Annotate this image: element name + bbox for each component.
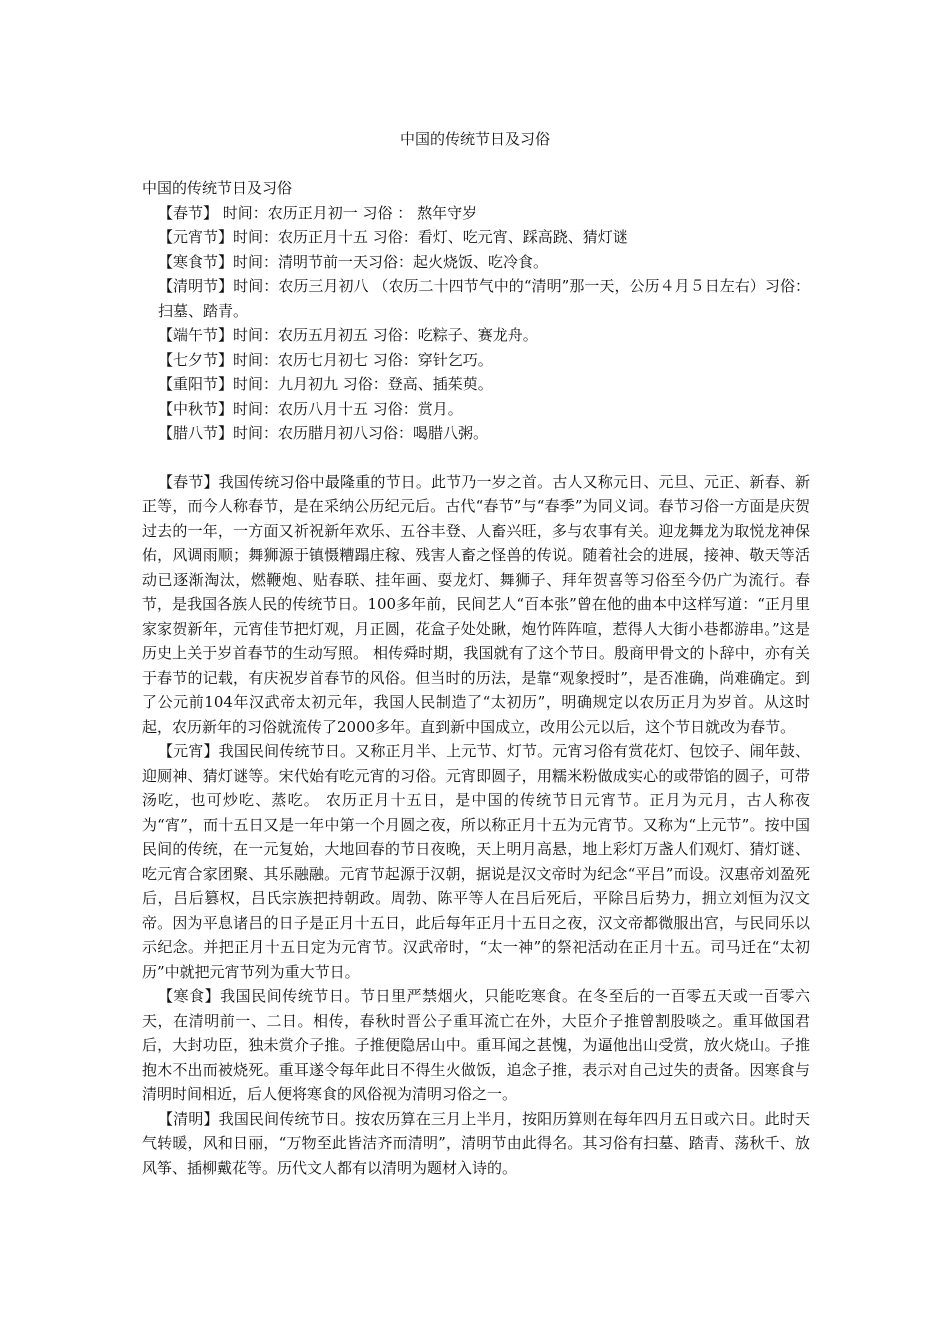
paragraph-lantern-festival: 【元宵】我国民间传统节日。又称正月半、上元节、灯节。元宵习俗有赏花灯、包饺子、闹年鼓、迎厕神、猜灯谜等。宋代始有吃元宵的习俗。元宵即圆子，用糯米粉做成实心的或带馅的圆子，可带汤吃，也可炒吃、蒸吃。 农历正月十五日，是中国的传统节日元宵节。正月为元月，古人称夜为“宵”，而十五日又是一年中第一个月圆之夜，所以称正月十五为元宵节。又称为“上元节”。按中国民间的传统，在一元复始，大地回春的节日夜晚，天上明月高悬，地上彩灯万盏人们观灯、猜灯谜、吃元宵合家团聚、其乐融融。元宵节起源于汉朝，据说是汉文帝时为纪念“平吕”而设。汉惠帝刘盈死后，吕后篡权，吕氏宗族把持朝政。周勃、陈平等人在吕后死后，平除吕后势力，拥立刘恒为汉文帝。因为平息诸吕的日子是正月十五日，此后每年正月十五日之夜，汉文帝都微服出宫，与民同乐以示纪念。并把正月十五日定为元宵节。汉武帝时，“太一神”的祭祀活动在正月十五。司马迁在“太初历”中就把元宵节列为重大节日。 xyxy=(142,742,810,981)
paragraph-qingming-festival: 【清明】我国民间传统节日。按农历算在三月上半月，按阳历算则在每年四月五日或六日。此时天气转暖，风和日丽，“万物至此皆洁齐而清明”，清明节由此得名。其习俗有扫墓、踏青、荡秋千、放风筝、插柳戴花等。历代文人都有以清明为题材入诗的。 xyxy=(142,1109,810,1177)
summary-item-dragon-boat-festival: 【端午节】时间：农历五月初五 习俗：吃粽子、赛龙舟。 xyxy=(158,326,538,344)
summary-item-lantern-festival: 【元宵节】时间：农历正月十五 习俗：看灯、吃元宵、踩高跷、猜灯谜 xyxy=(158,228,628,246)
document-title: 中国的传统节日及习俗 xyxy=(399,130,550,148)
document-body xyxy=(142,176,810,1180)
summary-item-qixi-festival: 【七夕节】时间：农历七月初七 习俗：穿针乞巧。 xyxy=(158,350,493,369)
paragraph-spring-festival: 【春节】我国传统习俗中最隆重的节日。此节乃一岁之首。古人又称元日、元旦、元正、新春、新正等，而今人称春节，是在采纳公历纪元后。古代“春节”与“春季”为同义词。春节习俗一方面是庆贺过去的一年，一方面又祈祝新年欢乐、五谷丰登、人畜兴旺，多与农事有关。迎龙舞龙为取悦龙神保佑，风调雨顺；舞狮源于镇慑糟蹋庄稼、残害人畜之怪兽的传说。随着社会的进展，接神、敬天等活动已逐渐淘汰，燃鞭炮、贴春联、挂年画、耍龙灯、舞狮子、拜年贺喜等习俗至今仍广为流行。春节，是我国各族人民的传统节日。100多年前，民间艺人“百本张”曾在他的曲本中这样写道：“正月里家家贺新年，元宵佳节把灯观，月正圆，花盒子处处瞅，炮竹阵阵喧，惹得人大街小巷都游串。”这是历史上关于岁首春节的生动写照。 相传舜时期，我国就有了这个节日。殷商甲骨文的卜辞中，亦有关于春节的记载，有庆祝岁首春节的风俗。但当时的历法，是靠“观象授时”，是否准确，尚难确定。到了公元前104年汉武帝太初元年，我国人民制造了“太初历”，明确规定以农历正月为岁首。从这时起，农历新年的习俗就流传了2000多年。直到新中国成立，改用公元以后，这个节日就改为春节。 xyxy=(142,472,810,736)
summary-item-double-ninth-festival: 【重阳节】时间：九月初九 习俗：登高、插茱萸。 xyxy=(158,375,493,393)
summary-item-cold-food-festival: 【寒食节】时间：清明节前一天习俗：起火烧饭、吃冷食。 xyxy=(158,252,549,271)
blank-line xyxy=(142,446,810,470)
summary-item-qingming-festival: 【清明节】时间：农历三月初八 （农历二十四节气中的“清明”那一天，公历４月５日左右）习俗：扫墓、踏青。 xyxy=(158,277,810,320)
summary-item-laba-festival: 【腊八节】时间：农历腊月初八习俗：喝腊八粥。 xyxy=(158,424,489,442)
summary-item-spring-festival: 【春节】 时间：农历正月初一 习俗 ： 熬年守岁 xyxy=(158,203,478,222)
paragraph-cold-food-festival: 【寒食】我国民间传统节日。节日里严禁烟火，只能吃寒食。在冬至后的一百零五天或一百零六天，在清明前一、二日。相传，春秋时晋公子重耳流亡在外，大臣介子推曾割股啖之。重耳做国君后，大封功臣，独未赏介子推。子推便隐居山中。重耳闻之甚愧，为逼他出山受赏，放火烧山。子推抱木不出而被烧死。重耳遂令每年此日不得生火做饭，追念子推，表示对自己过失的责备。因寒食与清明时间相近，后人便将寒食的风俗视为清明习俗之一。 xyxy=(142,987,810,1103)
section-heading: 中国的传统节日及习俗 xyxy=(142,179,293,197)
summary-item-mid-autumn-festival: 【中秋节】时间：农历八月十五 习俗：赏月。 xyxy=(158,399,463,418)
